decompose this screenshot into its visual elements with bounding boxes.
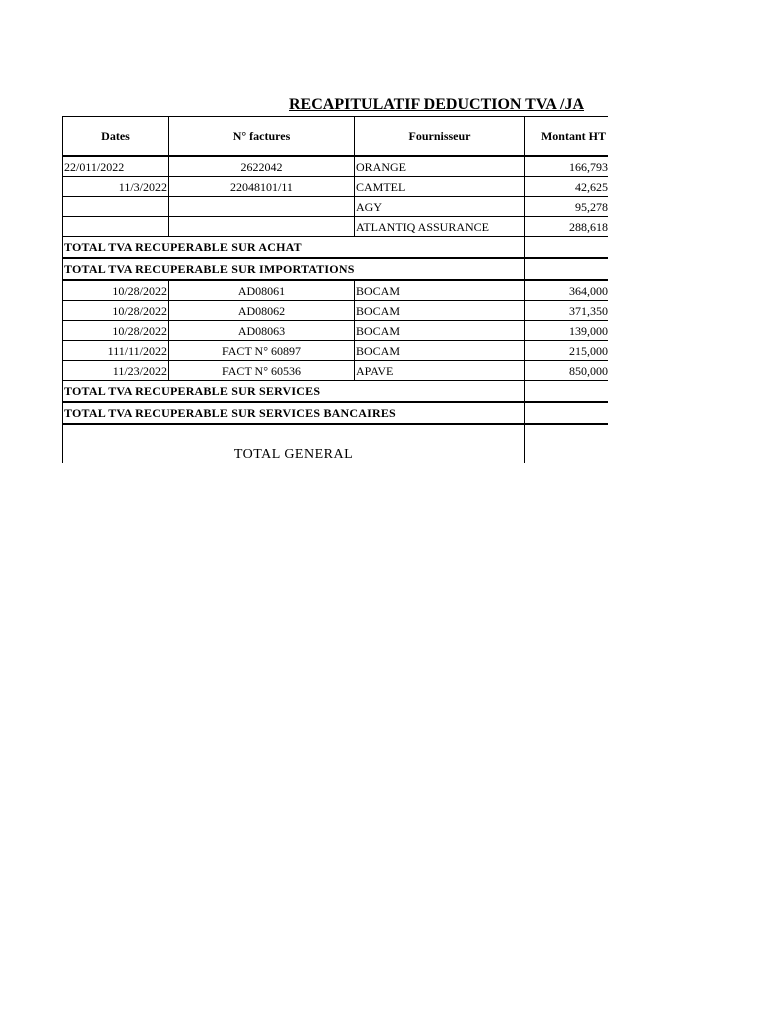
cell-supplier: ATLANTIQ ASSURANCE — [355, 217, 525, 237]
vat-deduction-table — [62, 116, 608, 463]
document-title: RECAPITULATIF DEDUCTION TVA /JA — [289, 96, 585, 113]
total-services-bancaires-label: TOTAL TVA RECUPERABLE SUR SERVICES BANCAIRES — [63, 402, 525, 424]
table-row — [63, 280, 609, 301]
total-general-value — [525, 424, 609, 463]
header-invoice-number: N° factures — [169, 117, 355, 157]
cell-date — [63, 197, 169, 217]
total-services-row — [63, 381, 609, 403]
table-row — [63, 156, 609, 177]
table-row — [63, 321, 609, 341]
total-importations-row — [63, 258, 609, 280]
header-dates: Dates — [63, 117, 169, 157]
header-amount-ht: Montant HT — [525, 117, 609, 157]
table-row — [63, 361, 609, 381]
cell-amount: 166,793 — [525, 156, 609, 177]
cell-invoice: AD08063 — [169, 321, 355, 341]
total-general-row — [63, 424, 609, 463]
table-row — [63, 217, 609, 237]
header-row — [63, 117, 609, 157]
cell-invoice: AD08062 — [169, 301, 355, 321]
cell-date: 10/28/2022 — [63, 321, 169, 341]
cell-supplier: BOCAM — [355, 321, 525, 341]
cell-invoice — [169, 217, 355, 237]
cell-supplier: BOCAM — [355, 280, 525, 301]
total-achat-label: TOTAL TVA RECUPERABLE SUR ACHAT — [63, 237, 525, 259]
cell-date: 10/28/2022 — [63, 280, 169, 301]
total-importations-label: TOTAL TVA RECUPERABLE SUR IMPORTATIONS — [63, 258, 525, 280]
cell-supplier: CAMTEL — [355, 177, 525, 197]
cell-supplier: AGY — [355, 197, 525, 217]
cell-date: 10/28/2022 — [63, 301, 169, 321]
total-services-label: TOTAL TVA RECUPERABLE SUR SERVICES — [63, 381, 525, 403]
cell-supplier: APAVE — [355, 361, 525, 381]
cell-invoice: FACT N° 60536 — [169, 361, 355, 381]
cell-date: 111/11/2022 — [63, 341, 169, 361]
cell-supplier: BOCAM — [355, 341, 525, 361]
cell-amount: 288,618 — [525, 217, 609, 237]
total-achat-row — [63, 237, 609, 259]
total-achat-value — [525, 237, 609, 259]
total-services-value — [525, 381, 609, 403]
vat-summary-sheet — [62, 116, 608, 463]
cell-date: 22/011/2022 — [63, 156, 169, 177]
table-row — [63, 197, 609, 217]
cell-date: 11/3/2022 — [63, 177, 169, 197]
table-row — [63, 177, 609, 197]
cell-amount: 364,000 — [525, 280, 609, 301]
table-row — [63, 301, 609, 321]
cell-invoice: FACT N° 60897 — [169, 341, 355, 361]
header-supplier: Fournisseur — [355, 117, 525, 157]
cell-amount: 139,000 — [525, 321, 609, 341]
cell-amount: 371,350 — [525, 301, 609, 321]
cell-invoice — [169, 197, 355, 217]
cell-amount: 215,000 — [525, 341, 609, 361]
table-row — [63, 341, 609, 361]
cell-date: 11/23/2022 — [63, 361, 169, 381]
cell-invoice: 2622042 — [169, 156, 355, 177]
cell-supplier: ORANGE — [355, 156, 525, 177]
cell-amount: 850,000 — [525, 361, 609, 381]
cell-supplier: BOCAM — [355, 301, 525, 321]
total-services-bancaires-row — [63, 402, 609, 424]
total-general-label: TOTAL GENERAL — [63, 424, 525, 463]
cell-amount: 42,625 — [525, 177, 609, 197]
cell-invoice: 22048101/11 — [169, 177, 355, 197]
cell-invoice: AD08061 — [169, 280, 355, 301]
cell-date — [63, 217, 169, 237]
total-services-bancaires-value — [525, 402, 609, 424]
total-importations-value — [525, 258, 609, 280]
cell-amount: 95,278 — [525, 197, 609, 217]
